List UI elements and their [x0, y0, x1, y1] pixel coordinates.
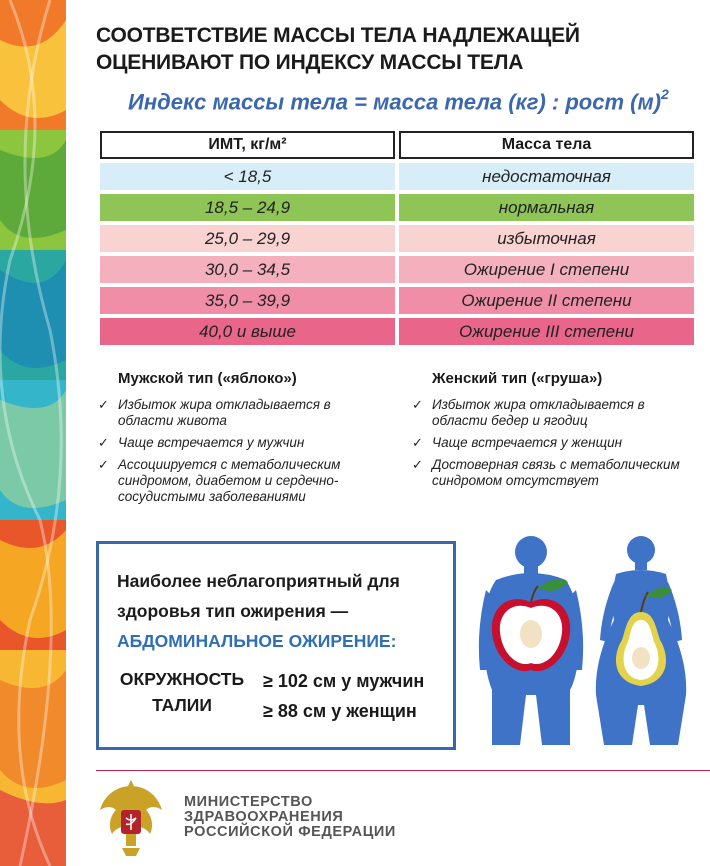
- table-row: [100, 225, 694, 252]
- box-line-1: Наиболее неблагоприятный для: [117, 571, 400, 591]
- bmi-formula: [128, 88, 669, 115]
- male-type-heading: Мужской тип («яблоко»): [118, 370, 297, 387]
- checkmark-icon: ✓: [412, 435, 423, 450]
- waist-values: [263, 666, 424, 726]
- table-row: [100, 318, 694, 345]
- bmi-cell: 40,0 и выше: [100, 318, 395, 345]
- bmi-cell: < 18,5: [100, 163, 395, 190]
- table-row: [100, 287, 694, 314]
- decorative-side-strip: [0, 0, 66, 866]
- female-pear-figure: [596, 536, 686, 745]
- formula-exponent: 2: [661, 86, 669, 102]
- male-type-section: [96, 370, 386, 511]
- list-item: ✓ Избыток жира откладывается в области живота: [98, 397, 331, 428]
- mass-cell: Ожирение II степени: [399, 287, 694, 314]
- bmi-cell: 18,5 – 24,9: [100, 194, 395, 221]
- bmi-cell: 25,0 – 29,9: [100, 225, 395, 252]
- formula-text: Индекс массы тела = масса тела (кг) : рост (м): [128, 89, 662, 115]
- waist-women: ≥ 88 см у женщин: [263, 701, 417, 721]
- abdominal-obesity-box: [96, 541, 456, 750]
- list-item: ✓ Достоверная связь с метаболическим синдромом отсутствует: [412, 457, 680, 488]
- bmi-cell: 35,0 – 39,9: [100, 287, 395, 314]
- list-item: ✓ Избыток жира откладывается в области бедер и ягодиц: [412, 397, 645, 428]
- female-type-section: [410, 370, 690, 495]
- page-title: СООТВЕТСТВИЕ МАССЫ ТЕЛА НАДЛЕЖАЩЕЙ ОЦЕНИВАЮТ ПО ИНДЕКСУ МАССЫ ТЕЛА: [96, 24, 580, 74]
- poster-content: [66, 0, 710, 866]
- mass-cell: Ожирение III степени: [399, 318, 694, 345]
- checkmark-icon: ✓: [98, 457, 109, 472]
- bmi-table: [96, 127, 698, 349]
- male-type-list: [96, 397, 386, 505]
- ministry-name: МИНИСТЕРСТВО ЗДРАВООХРАНЕНИЯ РОССИЙСКОЙ ФЕДЕРАЦИИ: [184, 794, 396, 840]
- ministry-emblem-icon: [96, 776, 166, 860]
- female-type-list: [410, 397, 690, 489]
- female-type-heading: Женский тип («груша»): [432, 370, 603, 387]
- mass-column-header: Масса тела: [399, 131, 694, 159]
- mass-cell: нормальная: [399, 194, 694, 221]
- table-row: [100, 194, 694, 221]
- box-line-2: здоровья тип ожирения —: [117, 601, 349, 621]
- box-highlight: АБДОМИНАЛЬНОЕ ОЖИРЕНИЕ:: [117, 631, 397, 651]
- table-row: [100, 163, 694, 190]
- list-item: ✓ Ассоциируется с метаболическим синдромом, диабетом и сердечно-сосудистыми заболеваниями: [98, 457, 341, 504]
- checkmark-icon: ✓: [98, 397, 109, 412]
- waist-criteria: [117, 664, 435, 724]
- waist-men: ≥ 102 см у мужчин: [263, 671, 425, 691]
- checkmark-icon: ✓: [412, 397, 423, 412]
- waist-label: ОКРУЖНОСТЬ ТАЛИИ: [119, 669, 245, 715]
- checkmark-icon: ✓: [98, 435, 109, 450]
- body-type-illustration: [476, 530, 696, 760]
- list-item: ✓ Чаще встречается у мужчин: [98, 435, 305, 450]
- mass-cell: недостаточная: [399, 163, 694, 190]
- male-apple-figure: [479, 536, 583, 745]
- mass-cell: Ожирение I степени: [399, 256, 694, 283]
- footer-divider: [96, 770, 710, 771]
- bmi-cell: 30,0 – 34,5: [100, 256, 395, 283]
- list-item: ✓ Чаще встречается у женщин: [412, 435, 623, 450]
- table-row: [100, 256, 694, 283]
- mass-cell: избыточная: [399, 225, 694, 252]
- checkmark-icon: ✓: [412, 457, 423, 472]
- bmi-column-header: ИМТ, кг/м²: [100, 131, 395, 159]
